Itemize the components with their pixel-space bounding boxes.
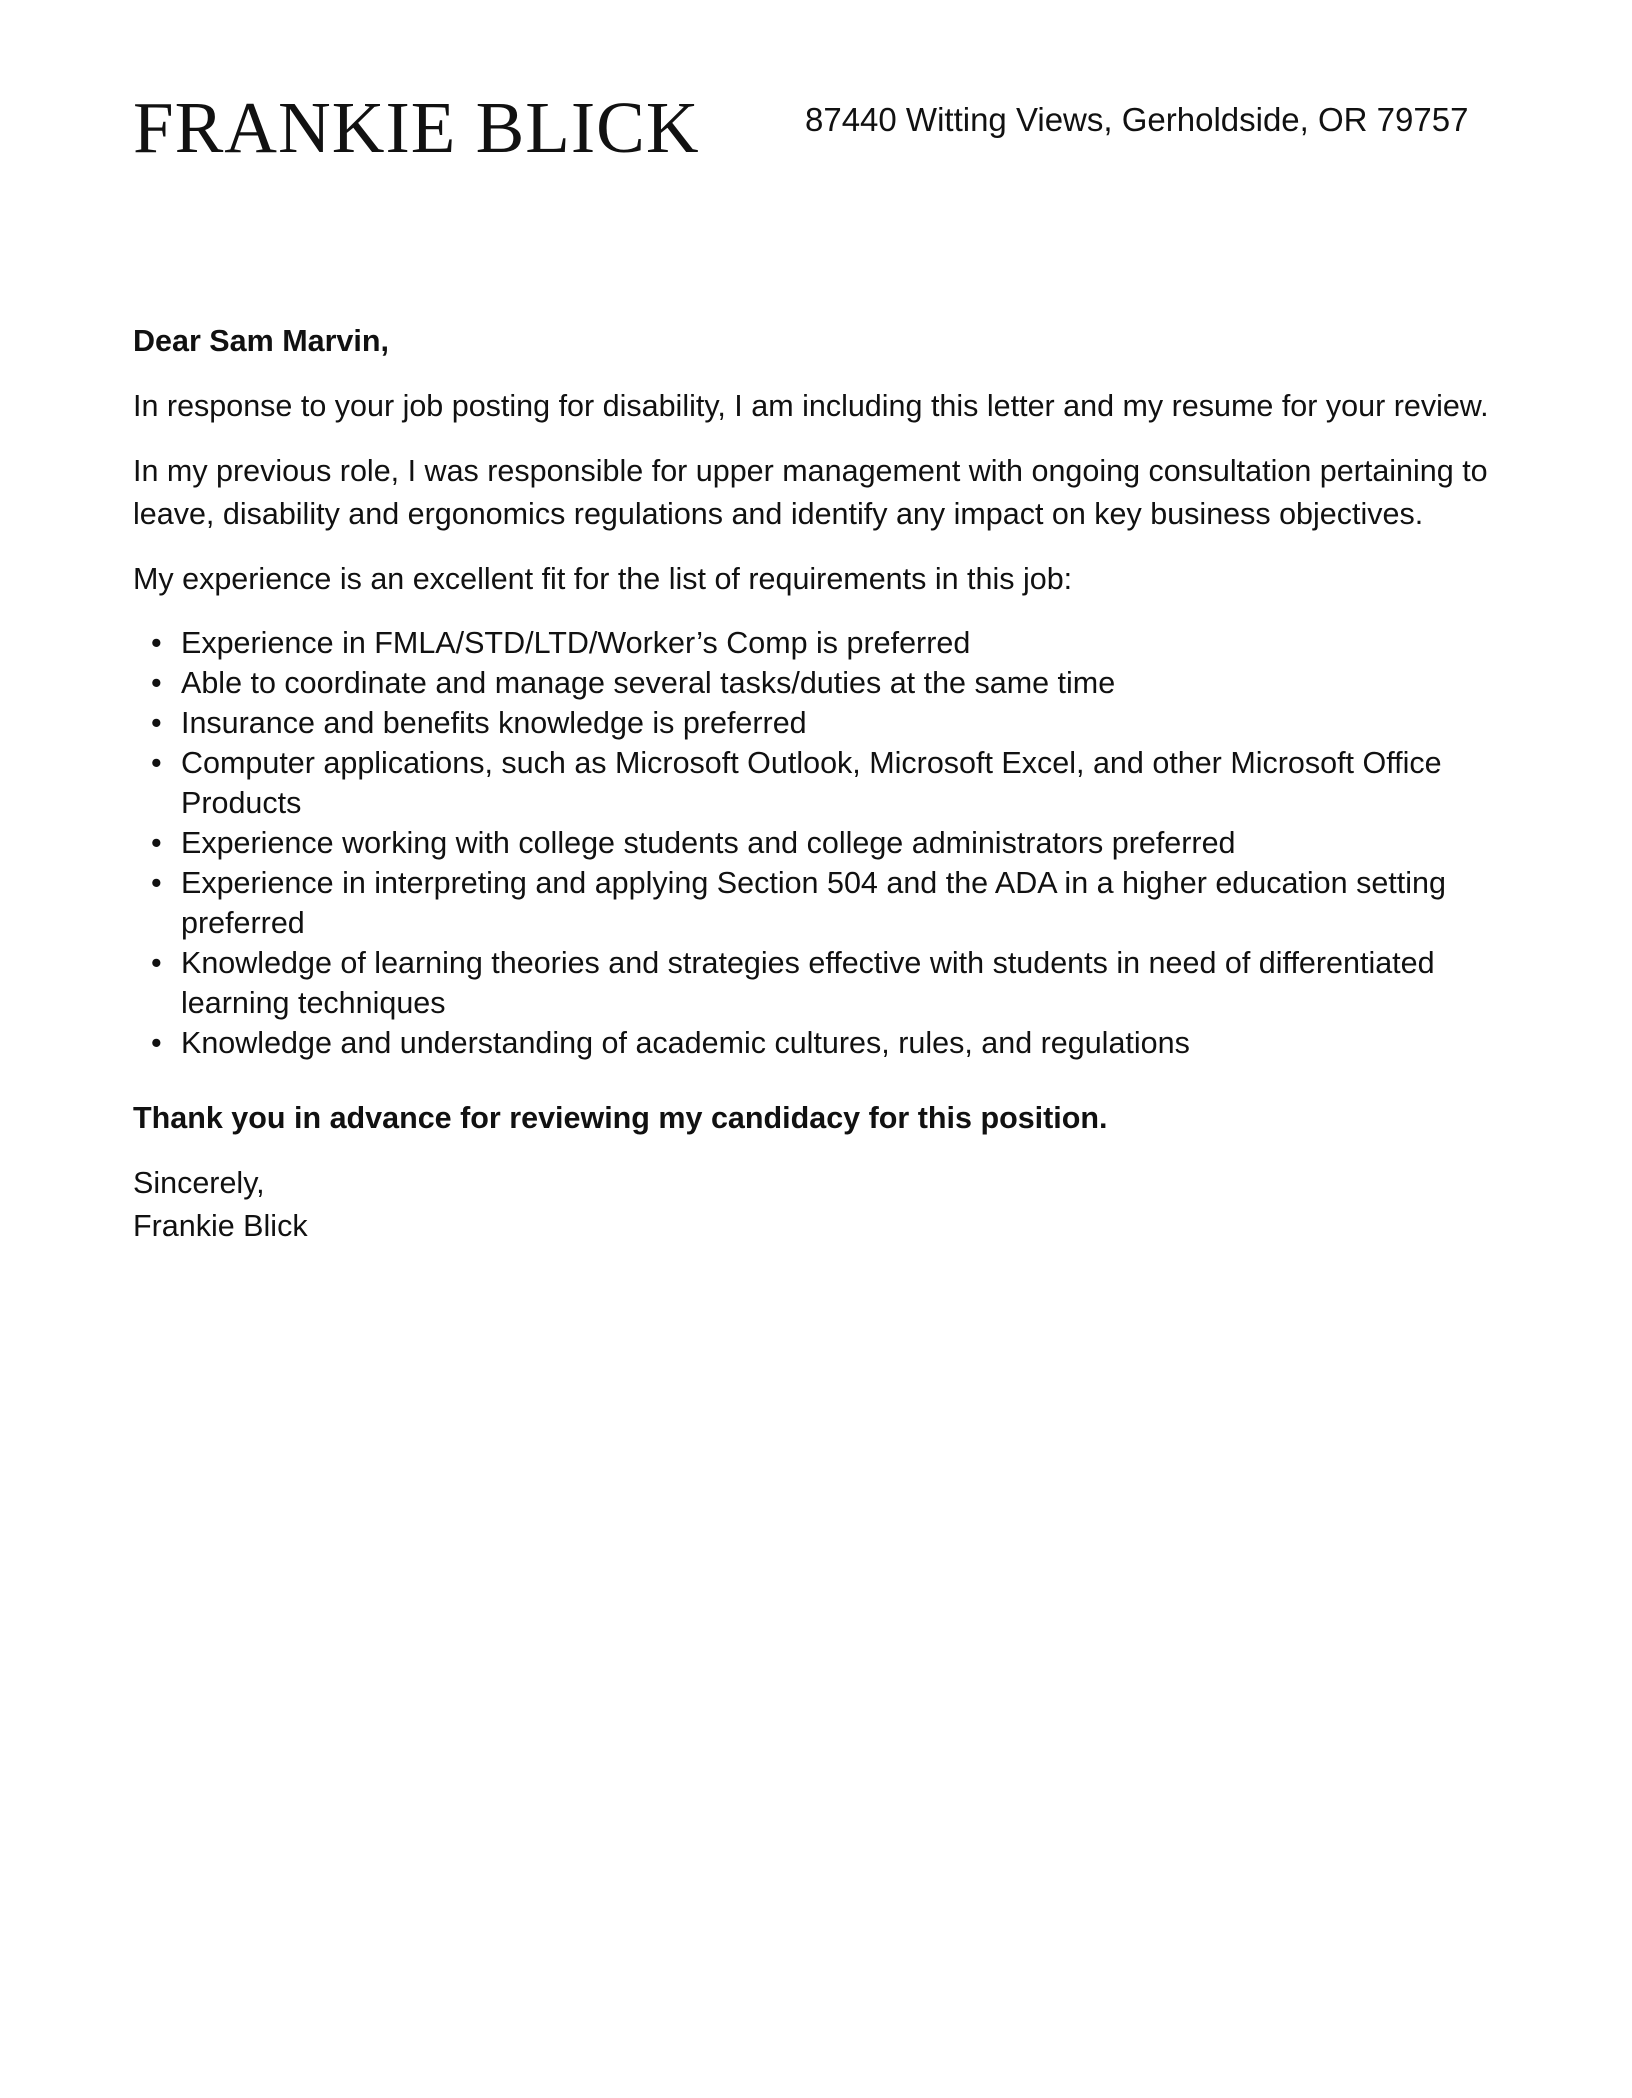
list-item-text: Knowledge and understanding of academic cultures, rules, and regulations xyxy=(181,1026,1190,1060)
list-item-text: Computer applications, such as Microsoft Outlook, Microsoft Excel, and other Microsoft Office Products xyxy=(181,746,1442,820)
list-item xyxy=(151,623,1503,663)
sender-name: FRANKIE BLICK xyxy=(133,87,700,168)
list-item-text: Experience working with college students and college administrators preferred xyxy=(181,826,1236,860)
list-item xyxy=(151,663,1503,703)
list-item xyxy=(151,1023,1503,1063)
bullet-icon: • xyxy=(151,706,162,740)
signoff xyxy=(133,1162,1503,1248)
letter-header xyxy=(133,88,1493,168)
requirements-intro: My experience is an excellent fit for the list of requirements in this job: xyxy=(133,562,1073,596)
intro-paragraph: In response to your job posting for disability, I am including this letter and my resume for your review. xyxy=(133,389,1489,423)
list-item-text: Knowledge of learning theories and strategies effective with students in need of differentiated learning techniques xyxy=(181,946,1435,1020)
list-item-text: Experience in interpreting and applying Section 504 and the ADA in a higher education setting preferred xyxy=(181,866,1446,940)
greeting: Dear Sam Marvin, xyxy=(133,324,389,358)
experience-paragraph: In my previous role, I was responsible for upper management with ongoing consultation pertaining to leave, disability and ergonomics regulations and identify any impact on key business objectives. xyxy=(133,454,1488,531)
list-item-text: Able to coordinate and manage several tasks/duties at the same time xyxy=(181,666,1116,700)
bullet-icon: • xyxy=(151,946,162,980)
letter-body xyxy=(133,320,1503,1248)
list-item xyxy=(151,703,1503,743)
list-item xyxy=(151,943,1503,1023)
list-item-text: Insurance and benefits knowledge is preferred xyxy=(181,706,807,740)
bullet-icon: • xyxy=(151,1026,162,1060)
signoff-text: Sincerely, xyxy=(133,1166,265,1200)
bullet-icon: • xyxy=(151,666,162,700)
closing-line: Thank you in advance for reviewing my candidacy for this position. xyxy=(133,1101,1108,1135)
list-item xyxy=(151,743,1503,823)
bullet-icon: • xyxy=(151,866,162,900)
bullet-icon: • xyxy=(151,826,162,860)
list-item-text: Experience in FMLA/STD/LTD/Worker’s Comp is preferred xyxy=(181,626,971,660)
list-item xyxy=(151,823,1503,863)
list-item xyxy=(151,863,1503,943)
bullet-icon: • xyxy=(151,626,162,660)
sender-address: 87440 Witting Views, Gerholdside, OR 79757 xyxy=(805,101,1469,138)
signature-name: Frankie Blick xyxy=(133,1209,308,1243)
bullet-icon: • xyxy=(151,746,162,780)
requirements-list xyxy=(133,623,1503,1063)
